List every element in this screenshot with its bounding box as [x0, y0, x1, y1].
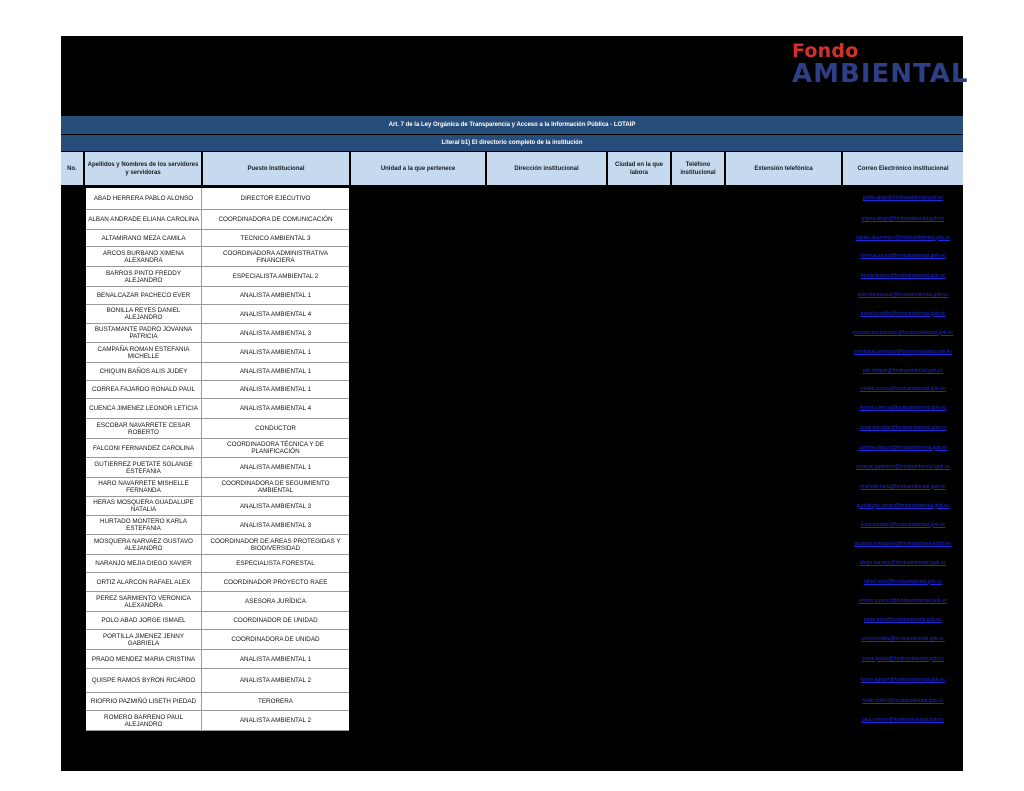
table-row — [86, 650, 349, 669]
employee-name-cell: PORTILLA JIMENEZ JENNY GABRIELA — [86, 630, 202, 649]
position-cell: ANALISTA AMBIENTAL 1 — [239, 655, 312, 663]
position-cell: ANALISTA AMBIENTAL 1 — [239, 349, 312, 356]
column-header-extension: Extensión telefónica — [726, 152, 841, 185]
position-cell: ASESORA JURÍDICA — [245, 598, 306, 605]
law-title-band: Art. 7 de la Ley Orgánica de Transparencia y Acceso a la Información Pública - LOTAIP — [61, 116, 963, 134]
employee-name-cell: CHIQUIN BAÑOS ALIS JUDEY — [86, 363, 202, 380]
directory-sheet — [61, 36, 969, 771]
table-row — [86, 612, 349, 630]
email-link[interactable]: veronica.perez@fondoambiental.gob.ec — [858, 598, 948, 604]
employee-name-cell: CUENCA JIMENEZ LEONOR LETICIA — [86, 399, 202, 418]
table-row — [86, 439, 349, 458]
employee-name-cell: ORTIZ ALARCON RAFAEL ALEX — [86, 573, 202, 591]
email-link[interactable]: jovanna.bustamante@fondoambiental.gob.ec — [852, 329, 954, 336]
employee-name-cell: PRADO MENDEZ MARIA CRISTINA — [86, 650, 202, 668]
email-link[interactable]: guadalupe.heras@fondoambiental.gob.ec — [856, 502, 950, 509]
table-row — [86, 669, 349, 693]
position-cell: ANALISTA AMBIENTAL 3 — [239, 502, 312, 510]
position-cell: ANALISTA AMBIENTAL 1 — [239, 464, 312, 471]
email-link[interactable]: maria.prado@fondoambiental.gob.ec — [861, 655, 945, 662]
email-link[interactable]: karla.hurtado@fondoambiental.gob.ec — [860, 521, 946, 528]
employee-name-cell: HURTADO MONTERO KARLA ESTEFANIA — [86, 516, 202, 534]
table-row — [86, 324, 349, 343]
employee-name-cell: MOSQUERA NARVAEZ GUSTAVO ALEJANDRO — [86, 535, 202, 554]
employee-name-cell: BARROS PINTO FREDDY ALEJANDRO — [86, 267, 202, 286]
position-cell: ANALISTA AMBIENTAL 3 — [239, 521, 312, 529]
position-cell: CONDUCTOR — [255, 425, 296, 432]
position-cell: TERORERA — [258, 698, 293, 705]
email-link[interactable]: ever.benalcazar@fondoambiental.gob.ec — [857, 292, 949, 298]
employee-name-cell: BONILLA REYES DANIEL ALEJANDRO — [86, 305, 202, 323]
email-link[interactable]: jorge.polo@fondoambiental.gob.ec — [864, 617, 942, 623]
fondo-ambiental-logo — [792, 40, 969, 89]
table-row — [86, 287, 349, 305]
email-link[interactable]: leonor.cuenca@fondoambiental.gob.ec — [859, 405, 947, 411]
employee-name-cell: HARO NAVARRETE MISHELLE FERNANDA — [86, 478, 202, 496]
table-row — [86, 573, 349, 592]
position-cell: COORDINADORA DE COMUNICACIÓN — [218, 216, 333, 223]
email-link[interactable]: diego.naranjo@fondoambiental.gob.ec — [860, 560, 946, 566]
position-cell: COORDINADORA DE UNIDAD — [231, 636, 320, 643]
email-link[interactable]: rafael.ortiz@fondoambiental.gob.ec — [863, 578, 943, 585]
table-row — [86, 592, 349, 612]
column-header-address: Dirección institucional — [487, 152, 606, 185]
table-row — [86, 419, 349, 439]
email-link[interactable]: ronald.correa@fondoambiental.gob.ec — [860, 386, 946, 392]
position-cell: ANALISTA AMBIENTAL 1 — [239, 292, 312, 299]
employee-name-cell: BENALCAZAR PACHECO EVER — [86, 287, 202, 304]
position-cell: ANALISTA AMBIENTAL 1 — [239, 386, 312, 393]
employee-name-cell: GUTIERREZ PUETATE SOLANGE ESTEFANIA — [86, 458, 202, 477]
position-cell: COORDINADORA ADMINISTRATIVA FINANCIERA — [222, 249, 329, 264]
employee-name-cell: BUSTAMANTE PADRO JOVANNA PATRICIA — [86, 324, 202, 342]
employee-name-cell: NARANJO MEJIA DIEGO XAVIER — [86, 555, 202, 572]
email-link[interactable]: carolina.falconi@fondoambiental.gob.ec — [858, 444, 948, 451]
email-link[interactable]: pablo.abad@fondoambiental.gob.ec — [862, 195, 944, 201]
position-cell: ESPECIALISTA FORESTAL — [236, 560, 315, 567]
employee-name-cell: ARCOS BURBANO XIMENA ALEXANDRA — [86, 247, 202, 266]
employee-name-cell: PEREZ SARMIENTO VERONICA ALEXANDRA — [86, 592, 202, 611]
email-link[interactable]: freddy.barros@fondoambiental.gob.ec — [860, 273, 946, 279]
employee-name-cell: FALCONI FERNANDEZ CAROLINA — [86, 439, 202, 457]
employee-name-cell: HERAS MOSQUERA GUADALUPE NATALIA — [86, 497, 202, 515]
table-row — [86, 478, 349, 497]
table-row — [86, 516, 349, 535]
table-row — [86, 230, 349, 247]
table-row — [86, 188, 349, 210]
table-row — [86, 210, 349, 230]
table-row — [86, 267, 349, 287]
email-link[interactable]: ximena.arcos@fondoambiental.gob.ec — [860, 253, 946, 259]
table-row — [86, 497, 349, 516]
email-link[interactable]: jenny.portilla@fondoambiental.gob.ec — [861, 636, 945, 642]
logo-line-ambiental: AMBIENTAL — [792, 59, 969, 89]
position-cell: ANALISTA AMBIENTAL 1 — [239, 368, 312, 375]
column-header-unit: Unidad a la que pertenece — [351, 152, 485, 185]
email-link[interactable]: eliana.alban@fondoambiental.gob.ec — [861, 216, 945, 222]
employee-name-cell: CORREA FAJARDO RONALD PAUL — [86, 381, 202, 398]
table-row — [86, 399, 349, 419]
employee-name-cell: ABAD HERRERA PABLO ALONSO — [86, 188, 202, 209]
table-row — [86, 247, 349, 267]
employee-name-cell: POLO ABAD JORGE ISMAEL — [86, 612, 202, 629]
column-header-post: Puesto Institucional — [203, 152, 349, 185]
email-link[interactable]: camila.altamirano@fondoambiental.gob.ec — [855, 234, 951, 241]
employee-name-cell: ESCOBAR NAVARRETE CESAR ROBERTO — [86, 419, 202, 438]
email-link[interactable]: daniel.bonilla@fondoambiental.gob.ec — [860, 310, 946, 317]
email-link[interactable]: cesar.escobar@fondoambiental.gob.ec — [859, 425, 947, 431]
table-row — [86, 363, 349, 381]
table-row — [86, 381, 349, 399]
logo-line-fondo: Fondo — [792, 40, 859, 62]
position-cell: COORDINADOR DE UNIDAD — [233, 617, 318, 624]
employee-name-cell: CAMPAÑA ROMAN ESTEFANIA MICHELLE — [86, 343, 202, 362]
column-header-phone: Teléfono institucional — [672, 152, 724, 185]
employee-name-cell: ALTAMIRANO MEZA CAMILA — [86, 230, 202, 246]
position-cell: COORDINADOR PROYECTO RAEE — [223, 578, 328, 586]
employee-name-cell: ALBAN ANDRADE ELIANA CAROLINA — [86, 210, 202, 229]
employee-name-cell: QUISPE RAMOS BYRON RICARDO — [86, 669, 202, 692]
table-row — [86, 555, 349, 573]
table-row — [86, 711, 349, 731]
column-header-no: No. — [61, 152, 83, 185]
table-row — [86, 305, 349, 324]
position-cell: ANALISTA AMBIENTAL 2 — [239, 717, 312, 724]
column-header-city: Ciudad en la que labora — [608, 152, 670, 185]
email-link[interactable]: mishelle.haro@fondoambiental.gob.ec — [860, 483, 946, 490]
position-cell: ANALISTA AMBIENTAL 4 — [239, 405, 312, 412]
position-cell: COORDINADORA DE SEGUIMIENTO AMBIENTAL — [221, 480, 330, 494]
employee-name-cell: ROMERO BARRENO PAUL ALEJANDRO — [86, 711, 202, 730]
email-link[interactable]: solange.gutierrez@fondoambiental.gob.ec — [855, 464, 951, 470]
column-header-name: Apellidos y Nombres de los servidores y servidoras — [85, 152, 201, 185]
email-link[interactable]: paul.romero@fondoambiental.gob.ec — [861, 717, 945, 723]
position-cell: ESPECIALISTA AMBIENTAL 2 — [232, 273, 319, 280]
table-row — [86, 535, 349, 555]
table-row — [86, 693, 349, 711]
column-header-email: Correo Electrónico institucional — [843, 152, 963, 185]
email-link[interactable]: gustavo.mosquera@fondoambiental.gob.ec — [854, 541, 952, 547]
table-row — [86, 343, 349, 363]
email-link[interactable]: alis.chiquin@fondoambiental.gob.ec — [862, 368, 944, 374]
position-cell: ANALISTA AMBIENTAL 3 — [239, 329, 312, 337]
table-row — [86, 458, 349, 478]
position-cell: ANALISTA AMBIENTAL 4 — [239, 310, 312, 318]
email-link[interactable]: estefania.campana@fondoambiental.gob.ec — [854, 349, 952, 355]
position-cell: DIRECTOR EJECUTIVO — [240, 195, 311, 202]
table-row — [86, 630, 349, 650]
position-cell: ANALISTA AMBIENTAL 2 — [239, 677, 312, 684]
email-link[interactable]: liseth.riofrio@fondoambiental.gob.ec — [862, 698, 944, 704]
employee-name-cell: RIOFRIO PAZMIÑO LISETH PIEDAD — [86, 693, 202, 710]
position-cell: TECNICO AMBIENTAL 3 — [240, 234, 311, 242]
position-cell: COORDINADORA TÉCNICA Y DE PLANIFICACIÓN — [227, 441, 324, 455]
literal-subtitle-band: Literal b1) El directorio completo de la institución — [61, 135, 963, 151]
email-link[interactable]: byron.quispe@fondoambiental.gob.ec — [860, 677, 946, 683]
position-cell: COORDINADOR DE AREAS PROTEGIDAS Y BIODIVERSIDAD — [210, 537, 341, 552]
